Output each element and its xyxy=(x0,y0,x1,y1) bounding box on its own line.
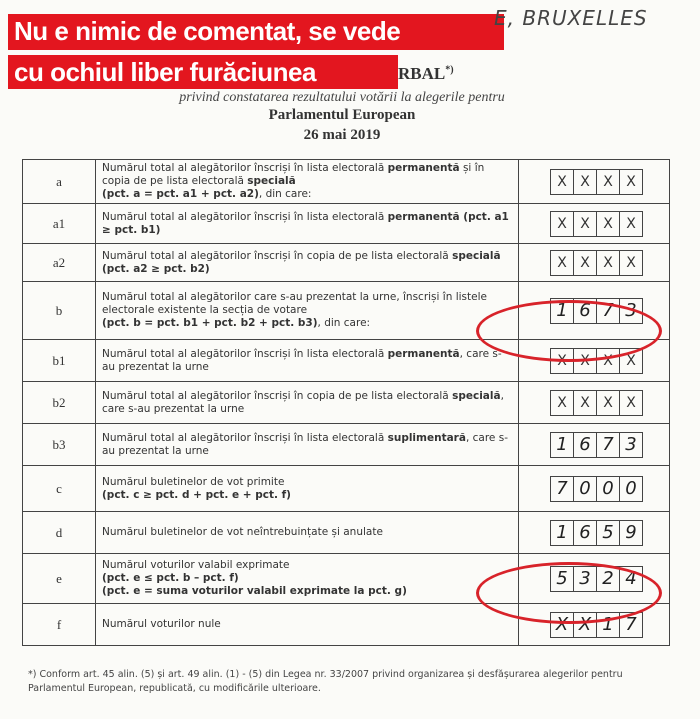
row-code: b1 xyxy=(23,340,96,382)
row-code: b3 xyxy=(23,424,96,466)
row-value-cell xyxy=(519,244,670,282)
row-value-cell xyxy=(519,160,670,204)
headline-line-1: Nu e nimic de comentat, se vede xyxy=(8,14,504,50)
row-value-cell xyxy=(519,424,670,466)
digit-box: 7 xyxy=(619,613,642,637)
digit-boxes xyxy=(550,520,643,546)
headline-line-2: cu ochiul liber furăciunea xyxy=(8,55,398,89)
row-emphasis: permanentă xyxy=(387,347,460,360)
digit-box: X xyxy=(557,173,567,190)
digit-box: 7 xyxy=(596,433,619,457)
row-tail: , din care: xyxy=(258,188,312,200)
row-code: a xyxy=(23,160,96,204)
digit-box: X xyxy=(596,349,619,373)
row-emphasis: specială (pct. a2 ≥ pct. b2) xyxy=(102,249,501,275)
digit-box: 4 xyxy=(619,567,642,591)
row-description xyxy=(96,160,519,204)
row-text: Numărul total al alegătorilor înscriși în lista electorală xyxy=(102,210,385,223)
digit-box: 3 xyxy=(619,299,642,323)
row-text: Numărul total al alegătorilor înscriși în copia de pe lista electorală xyxy=(102,249,449,262)
row-text: Numărul total al alegătorilor înscriși în lista electorală xyxy=(102,162,385,174)
digit-box: 7 xyxy=(596,299,619,323)
form-row xyxy=(23,160,670,204)
row-text: Numărul voturilor valabil exprimate xyxy=(102,559,290,571)
digit-boxes xyxy=(550,169,643,195)
digit-boxes xyxy=(550,390,643,416)
digit-box: 7 xyxy=(556,478,568,499)
digit-box: X xyxy=(557,394,567,411)
digit-box: X xyxy=(596,391,619,415)
row-emphasis: permanentă xyxy=(387,162,460,174)
digit-box: X xyxy=(557,352,567,369)
digit-box: 9 xyxy=(619,521,642,545)
row-value-cell xyxy=(519,512,670,554)
row-formula-2: (pct. e = suma voturilor valabil exprimate la pct. g) xyxy=(102,585,407,597)
row-value-cell xyxy=(519,382,670,424)
title-fragment: RBAL xyxy=(398,64,446,83)
row-description xyxy=(96,466,519,512)
digit-box: 1 xyxy=(596,613,619,637)
row-code: e xyxy=(23,554,96,604)
digit-box: 6 xyxy=(573,433,596,457)
row-code: a2 xyxy=(23,244,96,282)
handwritten-location: E, BRUXELLES xyxy=(494,6,648,30)
digit-box: 5 xyxy=(596,521,619,545)
digit-boxes xyxy=(550,476,643,502)
form-row xyxy=(23,382,670,424)
row-tail: , din care: xyxy=(317,317,371,329)
row-code: b2 xyxy=(23,382,96,424)
title-marker: *) xyxy=(445,64,454,76)
digit-box: 6 xyxy=(573,299,596,323)
form-row xyxy=(23,424,670,466)
digit-box: X xyxy=(596,251,619,275)
digit-box: 5 xyxy=(556,568,568,589)
digit-box: 3 xyxy=(619,433,642,457)
row-description xyxy=(96,512,519,554)
row-emphasis: specială xyxy=(452,389,501,402)
row-code: a1 xyxy=(23,204,96,244)
document-subtitle: privind constatarea rezultatului votării la alegerile pentru xyxy=(179,90,505,105)
row-text: Numărul total al alegătorilor înscriși în copia de pe lista electorală xyxy=(102,389,449,402)
row-text-continued: și în copia de pe lista electorală xyxy=(102,162,485,187)
digit-box: X xyxy=(557,215,567,232)
row-description xyxy=(96,244,519,282)
row-description xyxy=(96,204,519,244)
digit-box: X xyxy=(557,254,567,271)
digit-box: X xyxy=(596,212,619,236)
digit-box: X xyxy=(619,391,642,415)
row-description xyxy=(96,382,519,424)
digit-box: 2 xyxy=(596,567,619,591)
row-text: Numărul voturilor nule xyxy=(102,618,221,630)
digit-boxes xyxy=(550,432,643,458)
row-description xyxy=(96,424,519,466)
digit-box: X xyxy=(555,614,569,635)
document-title xyxy=(398,64,454,84)
digit-box: X xyxy=(619,349,642,373)
row-formula: (pct. b = pct. b1 + pct. b2 + pct. b3) xyxy=(102,317,318,329)
row-code: b xyxy=(23,282,96,340)
digit-box: X xyxy=(573,251,596,275)
row-text: Numărul buletinelor de vot primite xyxy=(102,475,285,488)
digit-box: X xyxy=(573,212,596,236)
digit-box: X xyxy=(573,170,596,194)
digit-box: 0 xyxy=(573,477,596,501)
digit-box: X xyxy=(573,391,596,415)
highlight-circle-e xyxy=(476,562,662,624)
digit-box: 1 xyxy=(556,300,568,321)
row-text: Numărul total al alegătorilor înscriși în lista electorală xyxy=(102,431,385,444)
row-text: Numărul total al alegătorilor care s-au prezentat la urne, înscriși în listele electorale existente la secția de votare xyxy=(102,291,487,316)
row-code: d xyxy=(23,512,96,554)
row-code: c xyxy=(23,466,96,512)
row-description xyxy=(96,340,519,382)
digit-boxes xyxy=(550,211,643,237)
digit-box: 0 xyxy=(596,477,619,501)
digit-box: X xyxy=(596,170,619,194)
digit-box: 3 xyxy=(573,567,596,591)
digit-box: 1 xyxy=(556,522,568,543)
digit-box: 1 xyxy=(556,434,568,455)
row-formula: (pct. c ≥ pct. d + pct. e + pct. f) xyxy=(102,488,291,501)
digit-boxes xyxy=(550,250,643,276)
row-formula: (pct. a = pct. a1 + pct. a2) xyxy=(102,188,259,200)
row-description xyxy=(96,282,519,340)
digit-box: 0 xyxy=(619,477,642,501)
row-code: f xyxy=(23,604,96,646)
row-formula: (pct. e ≤ pct. b – pct. f) xyxy=(102,572,239,584)
digit-box: X xyxy=(619,170,642,194)
form-row xyxy=(23,204,670,244)
election-date: 26 mai 2019 xyxy=(303,127,381,143)
row-emphasis-2: specială xyxy=(247,175,296,187)
row-emphasis: permanentă (pct. a1 ≥ pct. b1) xyxy=(102,210,509,236)
row-text: Numărul total al alegătorilor înscriși în lista electorală xyxy=(102,347,385,360)
row-text-continued: , care s-au prezentat la urne xyxy=(102,431,508,457)
digit-box: X xyxy=(619,251,642,275)
digit-box: X xyxy=(573,613,596,637)
form-row xyxy=(23,512,670,554)
row-value-cell xyxy=(519,466,670,512)
digit-box: X xyxy=(619,212,642,236)
row-description xyxy=(96,554,519,604)
digit-box: X xyxy=(573,349,596,373)
row-value-cell xyxy=(519,204,670,244)
organization-name: Parlamentul European xyxy=(268,107,416,123)
digit-box: 6 xyxy=(573,521,596,545)
footnote: *) Conform art. 45 alin. (5) și art. 49 alin. (1) - (5) din Legea nr. 33/2007 privind organizarea și desfășurarea alegerilor pentru Parlamentul European, republicată, cu modificările ulterioare. xyxy=(28,669,623,694)
row-text-continued: , care s-au prezentat la urne xyxy=(102,389,504,415)
row-text-continued: , care s-au prezentat la urne xyxy=(102,347,502,373)
row-text: Numărul buletinelor de vot neîntrebuințate și anulate xyxy=(102,526,383,538)
highlight-circle-b xyxy=(476,300,662,362)
row-description xyxy=(96,604,519,646)
row-emphasis: suplimentară xyxy=(387,431,466,444)
form-row xyxy=(23,466,670,512)
form-row xyxy=(23,244,670,282)
